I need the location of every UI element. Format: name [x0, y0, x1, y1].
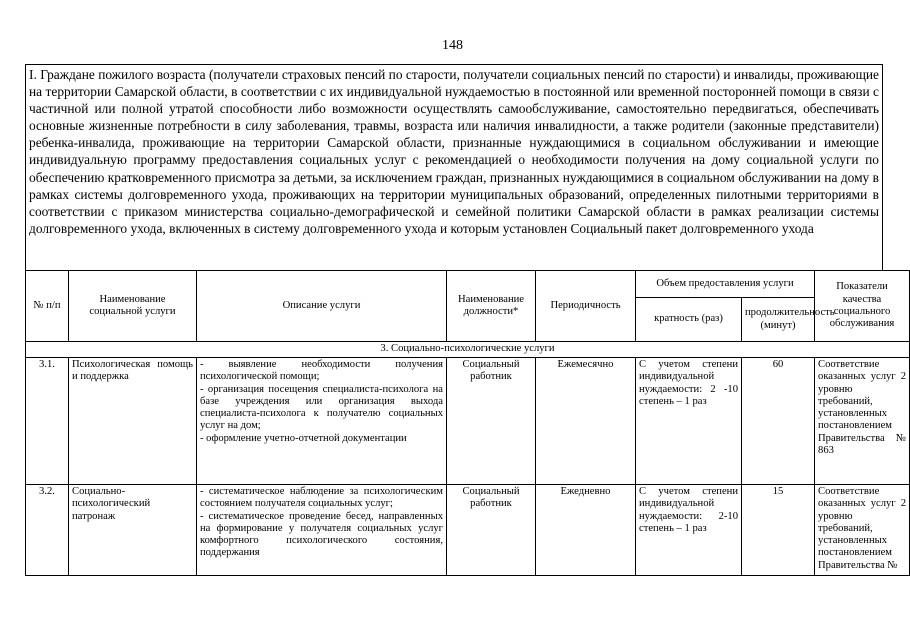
header-description: Описание услуги [197, 271, 447, 342]
description-line: - оформление учетно-отчетной документации [200, 432, 407, 444]
row-position: Социальный работник [447, 358, 536, 485]
row-num: 3.2. [26, 485, 69, 576]
intro-paragraph: I. Граждане пожилого возраста (получатели страховых пенсий по старости, получатели социальных пенсий по старости) и инвалиды, проживающие на территории Самарской области, в соответствии с их индивидуальной нуждаемостью в постоянной или временной посторонней помощи в связи с частичной или полной утратой способности либо возможности осуществлять самообслуживание, самостоятельно передвигаться, обеспечивать основные жизненные потребности в силу заболевания, травмы, возраста или наличия инвалидности, а также родители (законные представители) ребенка-инвалида, проживающие на территории Самарской области, признанные нуждающимися в социальном обслуживании и имеющие индивидуальную программу предоставления социальных услуг с рекомендацией о необходимости получения на дому социальной услуги по обеспечению кратковременного присмотра за детьми, за исключением граждан, признанных нуждающимися в социальном обслуживании на дому в рамках системы долговременного ухода, проживающих на территории муниципальных образований, определенных пилотными территориями в соответствии с приказом министерства социально-демографической и семейной политики Самарской области в рамках реализации системы долговременного ухода, включенных в систему долговременного ухода и которым установлен Социальный пакет долговременного ухода [25, 64, 883, 270]
header-duration: продолжительность (минут) [742, 298, 815, 342]
row-frequency: С учетом степени индивидуальной нуждаемости: 2-10 степень – 1 раз [636, 485, 742, 576]
header-quality: Показатели качества социального обслуживания [815, 271, 910, 342]
row-service-name: Социально-психологический патронаж [69, 485, 197, 576]
description-line: - систематическое наблюдение за психологическим состоянием получателя социальных услуг; [200, 486, 443, 510]
row-periodicity: Ежемесячно [536, 358, 636, 485]
section-title: 3. Социально-психологические услуги [26, 342, 910, 358]
row-description [197, 358, 447, 485]
header-volume: Объем предоставления услуги [636, 271, 815, 298]
row-duration: 60 [742, 358, 815, 485]
header-service-name: Наименование социальной услуги [69, 271, 197, 342]
header-num: № п/п [26, 271, 69, 342]
row-quality: Соответствие оказанных услуг 2 уровню требований, установленных постановлением Правительства № [815, 485, 910, 576]
row-description [197, 485, 447, 576]
section-row [26, 342, 910, 358]
description-line: - систематическое проведение бесед, направленных на формирование у получателя социальных услуг комфортного психологического состояния, поддержания [200, 510, 443, 559]
header-frequency: кратность (раз) [636, 298, 742, 342]
table-row [26, 485, 910, 576]
row-service-name: Психологическая помощь и поддержка [69, 358, 197, 485]
description-line: - организация посещения специалиста-психолога на базе учреждения или организация выхода специалиста-психолога к получателю социальных услуг на дом; [200, 383, 443, 432]
row-position: Социальный работник [447, 485, 536, 576]
header-position: Наименование должности* [447, 271, 536, 342]
table-row [26, 358, 910, 485]
row-duration: 15 [742, 485, 815, 576]
services-table [25, 270, 910, 576]
description-line: - выявление необходимости получения психологической помощи; [200, 359, 443, 383]
row-periodicity: Ежедневно [536, 485, 636, 576]
table-header-row [26, 271, 910, 298]
row-frequency: С учетом степени индивидуальной нуждаемости: 2 -10 степень – 1 раз [636, 358, 742, 485]
row-num: 3.1. [26, 358, 69, 485]
row-quality: Соответствие оказанных услуг 2 уровню требований, установленных постановлением Правительства № 863 [815, 358, 910, 485]
page-number: 148 [442, 38, 463, 53]
document-body [25, 64, 907, 576]
header-periodicity: Периодичность [536, 271, 636, 342]
